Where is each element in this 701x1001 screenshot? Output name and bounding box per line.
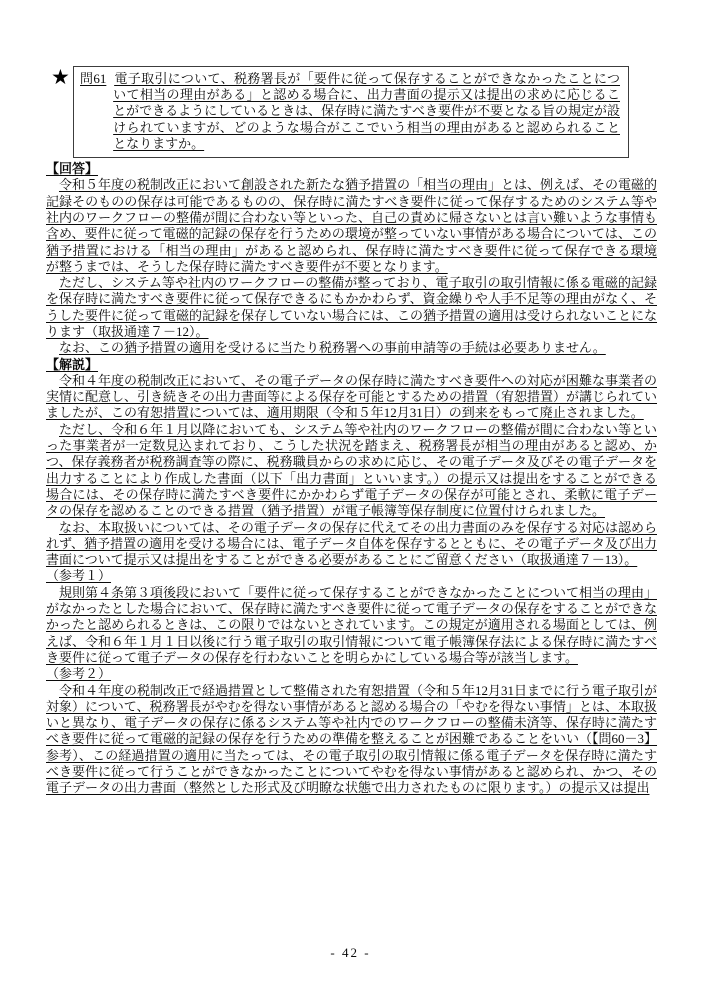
question-text: 電子取引について、税務署長が「要件に従って保存することができなかったことについて相当の理由がある」と認める場合に、出力書面の提示又は提出の求めに応じることができるようにしているときは、保存時に満たすべき要件が不要となる旨の規定が設けられていますが、どのような場合がここでいう相当の理由があると認められることとなりますか。 xyxy=(113,71,620,151)
question-label: 問61 xyxy=(80,71,107,86)
explanation-paragraph: なお、本取扱いについては、その電子データの保存に代えてその出力書面のみを保存する対応は認められず、猶予措置の適用を受ける場合には、電子データ自体を保存するとともに、その電子データ及び出力書面について提示又は提出をすることができる必要があることにご留意ください（取扱通達７－13）。 xyxy=(46,519,657,568)
star-icon: ★ xyxy=(51,65,70,89)
explanation-paragraph: 令和４年度の税制改正において、その電子データの保存時に満たすべき要件への対応が困難な事業者の実情に配意し、引き続きその出力書面等による保存を可能とするための措置（宥恕措置）が講じられていましたが、この宥恕措置については、適用期限（令和５年12月31日）の到来をもって廃止されました。 xyxy=(46,372,658,421)
answer-paragraph: ただし、システム等や社内のワークフローの整備が整っており、電子取引の取引情報に係る電磁的記録を保存時に満たすべき要件に従って保存できるにもかかわらず、資金繰りや人手不足等の理由がなく、そうした要件に従って電磁的記録を保存していない場合には、この猶予措置の適用は受けられないことになります（取扱通達７－12）。 xyxy=(46,275,658,339)
question-box xyxy=(73,66,629,158)
answer-paragraph: なお、この猶予措置の適用を受けるに当たり税務署への事前申請等の手続は必要ありません。 xyxy=(59,340,606,356)
answer-header: 【回答】 xyxy=(46,161,99,177)
reference1-header: （参考１） xyxy=(46,568,112,584)
explanation-paragraph: ただし、令和６年１月以降においても、システム等や社内のワークフローの整備が間に合わない等といった事業者が一定数見込まれており、こうした状況を踏まえ、税務署長が相当の理由があると認め、かつ、保存義務者が税務調査等の際に、税務職員からの求めに応じ、その電子データ及びその電子データを出力することにより作成した書面（以下「出力書面」といいます。）の提示又は提出をすることができる場合には、その保存時に満たすべき要件にかかわらず電子データの保存が可能とされ、柔軟に電子データの保存を認めることのできる措置（猶予措置）が電子帳簿等保存制度に位置付けられました。 xyxy=(46,421,657,519)
reference2-paragraph: 令和４年度の税制改正で経過措置として整備された宥恕措置（令和５年12月31日までに行う電子取引が対象）について、税務署長がやむを得ない事情があると認める場合の「やむを得ない事情」とは、本取扱いと異なり、電子データの保存に係るシステム等や社内でのワークフローの整備未済等、保存時に満たすべき要件に従って電磁的記録の保存を行うための準備を整えることが困難であることをいい（【問60－3】参考）、この経過措置の適用に当たっては、その電子取引の取引情報に係る電子データを保存時に満たすべき要件に従って行うことができなかったことについてやむを得ない事情があると認められ、かつ、その電子データの出力書面（整然とした形式及び明瞭な状態で出力されたものに限ります。）の提示又は提出 xyxy=(46,682,658,796)
question-row xyxy=(46,66,657,158)
explanation-header: 【解説】 xyxy=(46,356,99,372)
question-body xyxy=(80,71,620,152)
reference2-header: （参考２） xyxy=(46,666,112,682)
page-number: - 42 - xyxy=(330,945,371,960)
reference1-paragraph: 規則第４条第３項後段において「要件に従って保存することができなかったことについて相当の理由」がなかったとした場合において、保存時に満たすべき要件に従って電子データの保存をすることができなかったと認められるときは、この限りではないとされています。この規定が適用される場面としては、例えば、令和６年１月１日以後に行う電子取引の取引情報について電子帳簿保存法による保存時に満たすべき要件に従って電子データの保存を行わないことを明らかにしている場合等が該当します。 xyxy=(46,584,657,665)
answer-paragraph: 令和５年度の税制改正において創設された新たな猶予措置の「相当の理由」とは、例えば、その電磁的記録そのものの保存は可能であるものの、保存時に満たすべき要件に従って保存するためのシステム等や社内のワークフローの整備が間に合わない等といった、自己の責めに帰さないとは言い難いような事情も含め、要件に従って電磁的記録の保存を行うための環境が整っていない事情がある場合については、この猶予措置における「相当の理由」があると認められ、保存時に満たすべき要件に従って保存できる環境が整うまでは、そうした保存時に満たすべき要件が不要となります。 xyxy=(46,177,658,274)
document-body xyxy=(46,161,657,797)
